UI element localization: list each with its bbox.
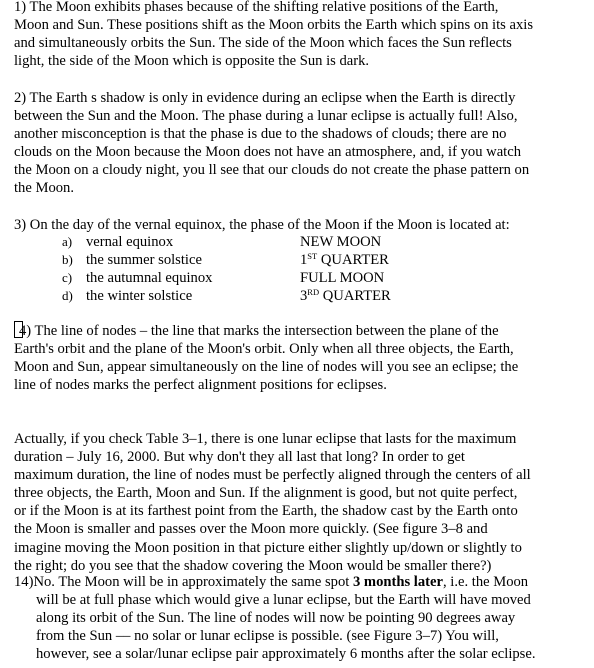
option-row xyxy=(62,287,482,305)
answer-3-intro: 3) On the day of the vernal equinox, the phase of the Moon if the Moon is located at: xyxy=(14,217,510,233)
option-phase: FULL MOON xyxy=(300,270,385,287)
option-row xyxy=(62,269,482,287)
answer-14-lead-tail: , i.e. the Moon xyxy=(442,574,529,590)
answer-14-emphasis: 3 months later xyxy=(352,574,443,590)
option-row xyxy=(62,251,482,269)
option-position: the autumnal equinox xyxy=(86,270,213,287)
answer-1-paragraph: 1) The Moon exhibits phases because of the shifting relative positions of the Earth, Moon and Sun. These positions shift as the Moon orbits the Earth which spins on its axis and simultaneously orbits the Sun. The side of the Moon which faces the Sun reflects light, the side of the Moon which is opposite the Sun is dark. xyxy=(14,0,533,70)
answer-14-continuation: will be at full phase which would give a lunar eclipse, but the Earth will have moved along its orbit of the Sun. The line of nodes will now be pointing 90 degrees away from the Sun –– no solar or lunar eclipse is possible. (see Figure 3–7) You will, however, see a solar/lunar eclipse pair approximately 6 months after the solar eclipse. xyxy=(36,592,536,663)
option-position: the winter solstice xyxy=(86,288,193,305)
answer-4-followup-paragraph: Actually, if you check Table 3–1, there is one lunar eclipse that lasts for the maximum duration – July 16, 2000. But why don't they all last that long? In order to get maximum duration, the line of nodes must be perfectly aligned through the centers of all three objects, the Earth, Moon and Sun. If the alignment is good, but not quite perfect, or if the Moon is at its farthest point from the Earth, the shadow cast by the Earth onto the Moon is smaller and passes over the Moon more quickly. (See figure 3–8 and imagine moving the Moon position in that picture either slightly up/down or slightly to the right; do you see that the shadow covering the Moon would be smaller there?) xyxy=(14,431,531,574)
answer-4-number: 4 xyxy=(19,323,27,339)
option-position: vernal equinox xyxy=(86,234,174,250)
option-row xyxy=(62,233,482,251)
option-phase: 3RD QUARTER xyxy=(300,287,391,305)
option-letter: c) xyxy=(62,270,73,286)
answer-14-lead: 14)No. The Moon will be in approximately the same spot xyxy=(14,574,353,590)
option-position: the summer solstice xyxy=(86,252,202,269)
option-phase: NEW MOON xyxy=(300,234,382,250)
answer-3-options xyxy=(62,233,482,305)
answer-4-paragraph xyxy=(14,321,588,394)
answer-4-text: ) The line of nodes – the line that marks the intersection between the plane of the Earth's orbit and the plane of the Moon's orbit. Only when all three objects, the Earth, Moon and Sun, appear simultaneously on the line of nodes will you see an eclipse; the line of nodes marks the perfect alignment positions for eclipses. xyxy=(14,323,519,394)
option-letter: a) xyxy=(62,234,73,249)
option-letter: b) xyxy=(62,252,73,268)
answer-14-first-line xyxy=(14,573,588,591)
option-phase: 1ST QUARTER xyxy=(300,251,389,269)
answer-2-paragraph: 2) The Earth s shadow is only in evidence during an eclipse when the Earth is directly between the Sun and the Moon. The phase during a lunar eclipse is actually full! Also, another misconception is that the phase is due to the shadows of clouds; there are no clouds on the Moon because the Moon does not have an atmosphere, and, if you watch the Moon on a cloudy night, you ll see that our clouds do not create the phase pattern on the Moon. xyxy=(14,90,530,197)
option-letter: d) xyxy=(62,288,73,304)
